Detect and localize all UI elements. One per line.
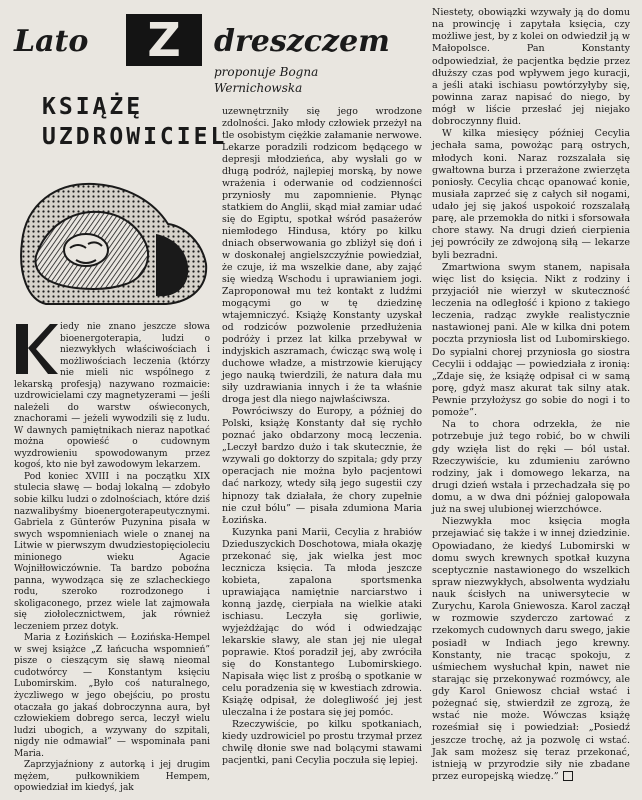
series-header [14, 14, 414, 66]
series-letter-box: Z [126, 14, 202, 66]
article-title [42, 92, 227, 152]
paragraph: Maria z Łozińskich — Łozińska-Hempel w swej książce „Z łańcucha wspomnień” pisze o cieszącym się sławą nieomal cudotwórcy — Konstantym księciu Lubomirskim. „Było coś naturalnego, życzliwego w jego obejściu, po prostu otaczała go jakaś dobroczynna aura, był człowiekiem dobrego serca, leczył wielu ludzi ubogich, a wzywany do szpitali, nigdy nie odmawiał” — wspominała pani Maria. [14, 633, 210, 759]
paragraph: Zmartwiona swym stanem, napisała więc list do księcia. Nikt z rodziny i przyjaciół nie wierzył w skuteczność leczenia na odległość i kpiono z takiego leczenia, radząc zwykłe realistycznie nastawionej pani. Ale w kilka dni potem poczta przyniosła list od Lubomirskiego. Do sypialni chorej przyniosła go siostra Cecylii i oddając — powiedziała z ironią: „Zdaje się, że książę odpisał ci w samą porę, gdyż masz akurat tak silny atak. Pewnie przyłożysz go sobie do nogi i to pomoże”. [432, 261, 630, 419]
paragraph: W kilka miesięcy później Cecylia jechała sama, powożąc parą ostrych, młodych koni. Naraz rozszalała się gwałtowna burza i przerażone zwierzęta poniosły. Cecylia chcąc opanować konie, musiała zaprzeć się z całych sił nogami, udało jej się jakoś uspokoić rozszalałą parę, ale przemokła do nitki i sforsowała chore stawy. Na drugi dzień cierpienia jej powróciły ze zdwojoną siłą — lekarze byli bezradni. [432, 128, 630, 261]
paragraph: Niestety, obowiązki wzywały ją do domu na prowincję i zapytała księcia, czy możliwe jest, by z kolei on odwiedził ją w Małopolsce. Pan Konstanty odpowiedział, że pacjentka będzie przez dłuższy czas pod wpływem jego kuracji, a jeśli ataki ischiasu powtórzyłyby się, powinna zaraz napisać do niego, by mógł w liście przesłać jej niejako dobroczynny fluid. [432, 7, 631, 128]
series-word-1: Lato [14, 24, 89, 59]
dropcap-spacer [14, 322, 60, 374]
paragraph: Rzeczywiście, po kilku spotkaniach, kiedy uzdrowiciel po prostu trzymał przez chwilę dłonie swe nad bolącymi stawami pacjentki, pani Cecylia poczuła się lepiej. [222, 718, 422, 766]
paragraph: Kuzynka pani Marii, Cecylia z hrabiów Dzieduszyckich Doschotowa, miała okazję przekonać się, jak wielka jest moc lecznicza księcia. Ta młoda jeszcze kobieta, zapalona sportsmenka uprawiająca namiętnie narciarstwo i konną jazdę, cierpiała na wielkie ataki ischiasu. Leczyła się gorliwie, wyjeżdżając do wód i odwiedzając lekarskie sławy, ale stan jej nie ulegał poprawie. Ktoś poradził jej, aby zwróciła się do Konstantego Lubomirskiego. Napisała więc list z prośbą o spotkanie w celu poradzenia się w kwestiach zdrowia. Książę odpisał, że dolegliwość jej jest uleczalna i że postara się jej pomóc. [222, 526, 422, 718]
column-2 [222, 106, 422, 767]
paragraph: Pod koniec XVIII i na początku XIX stulecia sławę — bodaj lokalną — zdobyło sobie kilku ludzi o zdolnościach, które dziś nazwalibyśmy bioenergoterapeutycznymi. Gabriela z Günterów Puzynina pisała w swych wspomnieniach wiele o znanej na Litwie w pierwszym dwudziestopięcioleciu minionego wieku Agacie Wojniłłowiczównie. Ta bardzo poboźna panna, wywodząca się ze szlacheckiego rodu, szeroko rozrodzonego i skoligaconego, przez wiele lat zajmowała się ziołolecznictwem, jak również leczeniem przez dotyk. [14, 471, 210, 632]
paragraph: iedy nie znano jeszcze słowa bioenergoterapia, ludzi o niezwykłych właściwościach i możliwościach leczenia (którzy nie mieli nic wspólnego z lekarską profesją) nazywano rozmaicie: uzdrowicielami czy magnetyzerami — jeśli należeli do warstw oświeconych, znachorami — jeżeli wywodzili się z ludu. W dawnych pamiętnikach nieraz napotkać można opowieść o cudownym wyzdrowieniu spowodowanym przez kogoś, kto nie był zawodowym lekarzem. [14, 322, 210, 471]
series-word-2: dreszczem [214, 24, 390, 59]
paragraph: Zaprzyjaźniony z autorką i jej drugim mężem, pułkownikiem Hempem, opowiedział im kiedyś, jak [14, 760, 210, 794]
title-line-2: UZDROWICIEL [42, 124, 228, 150]
title-line-1: KSIĄŻĘ [42, 94, 144, 120]
sick-person-illustration [16, 164, 212, 308]
end-square-icon [563, 771, 573, 781]
byline: proponuje Bogna Wernichowska [214, 65, 319, 95]
paragraph-text: Niezwykła moc księcia mogła przejawiać się także i w innej dziedzinie. Opowiadano, że kiedyś Lubomirski w domu swych krewnych spotkał kuzyna sceptycznie nastawionego do wszelkich spraw niezwykłych, absolwenta wydziału nauk ścisłych na uniwersytecie w Zurychu, Karola Gniewosza. Karol zaczął w rozmowie szyderczo zartować z rzekomych cudownych daru swego, jakie posiadł w Indiach jego krewny. Konstanty, nie tracąc spokoju, z uśmiechem wysłuchał kpin, nawet nie starając się przekonywać rozmówcy, ale gdy Karol Gniewosz chciał wstać i pożegnać się, stwierdził ze zgrozą, że wstać nie może. Wówczas książę roześmiał się i powiedział: „Posiedź jeszcze trochę, aż ja pozwolę ci wstać. Jak sam możesz się teraz przekonać, istnieją w przyrodzie siły nie zbadane przez europejską wiedzę.” [432, 516, 630, 782]
column-1 [14, 322, 210, 795]
paragraph: Na to chora odrzekła, że nie potrzebuje już tego robić, bo w chwili gdy wzięła list do ręki — ból ustał. Rzeczywiście, ku zdumieniu zarówno rodziny, jak i domowego lekarza, na drugi dzień wstała i przechadzała się po domu, a w dwa dni później galopowała już na swej ulubionej wierzchówce. [432, 419, 630, 516]
paragraph-last [432, 516, 630, 783]
paragraph: Powróciwszy do Europy, a później do Polski, książę Konstanty dał się rychło poznać jako obdarzony mocą leczenia. „Leczył bardzo dużo i tak skutecznie, że wzywali go doktorzy do szpitala; gdy przy operacjach nie można było pacjentowi dać narkozy, wtedy siłą jego sugestii czy hipnozy tak działała, że chory zupełnie nie czuł bólu” — pisała zdumiona Maria Łozińska. [222, 406, 422, 526]
paragraph: uzewnętrzniły się jego wrodzone zdolności. Jako młody człowiek przeżył na tle osobistym ciężkie załamanie nerwowe. Lekarze poradzili rodzicom będącego w depresji młodzieńca, aby wysłali go w długą podróż, najlepiej morską, by nowe wrażenia i oderwanie od codzienności przyniosły mu zapomnienie. Płynąc statkiem do Anglii, skąd miał zamiar udać się do Egiptu, spotkał wśród pasażerów niemłodego Hindusa, który po kilku dniach obserwowania go zbliżył się doń i w doskonałej angielszczyźnie powiedział, że czuje, iż ma wszelkie dane, aby zająć się wiedzą Wschodu i uprawianiem jogi. Zaproponował mu też kontakt z ludźmi mogącymi go w tę dziedzinę wtajemniczyć. Książę Konstanty uzyskał od rodziców pozwolenie przedłużenia podróży i przez lat kilka przebywał w indyjskich aszramach, ćwicząc swą wolę i duchowe władze, a mistrzowie kierujący jego nauką twierdzili, że natura dała mu siły uzdrawiania innych i że ta właśnie droga jest dla niego najwłaściwsza. [222, 106, 422, 406]
column-3 [432, 7, 630, 783]
